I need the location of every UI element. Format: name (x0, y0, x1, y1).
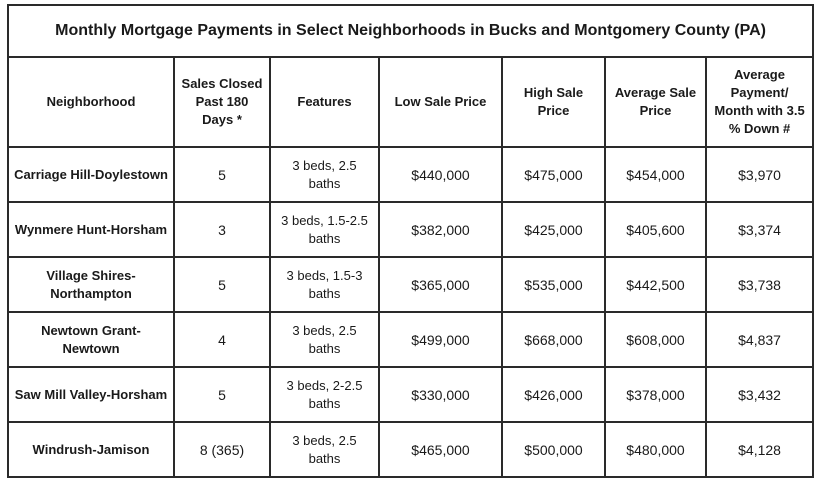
table-row (8, 422, 813, 477)
features-cell: 3 beds, 2-2.5 baths (270, 367, 379, 422)
sales-closed-cell: 8 (365) (174, 422, 270, 477)
average-payment-cell: $3,432 (706, 367, 813, 422)
low-sale-price-cell: $330,000 (379, 367, 502, 422)
average-sale-price-cell: $378,000 (605, 367, 706, 422)
sales-closed-cell: 4 (174, 312, 270, 367)
average-payment-cell: $4,128 (706, 422, 813, 477)
low-sale-price-cell: $465,000 (379, 422, 502, 477)
high-sale-price-cell: $535,000 (502, 257, 605, 312)
average-payment-cell: $4,837 (706, 312, 813, 367)
sales-closed-cell: 3 (174, 202, 270, 257)
average-sale-price-cell: $454,000 (605, 147, 706, 202)
features-cell: 3 beds, 1.5-2.5 baths (270, 202, 379, 257)
table-row (8, 202, 813, 257)
neighborhood-cell: Windrush-Jamison (8, 422, 174, 477)
column-header-average-sale-price: Average Sale Price (605, 57, 706, 147)
average-payment-cell: $3,970 (706, 147, 813, 202)
high-sale-price-cell: $668,000 (502, 312, 605, 367)
neighborhood-cell: Newtown Grant-Newtown (8, 312, 174, 367)
sales-closed-cell: 5 (174, 257, 270, 312)
table-row (8, 147, 813, 202)
average-sale-price-cell: $480,000 (605, 422, 706, 477)
average-sale-price-cell: $608,000 (605, 312, 706, 367)
column-header-neighborhood: Neighborhood (8, 57, 174, 147)
neighborhood-cell: Village Shires-Northampton (8, 257, 174, 312)
neighborhood-cell: Wynmere Hunt-Horsham (8, 202, 174, 257)
average-sale-price-cell: $405,600 (605, 202, 706, 257)
features-cell: 3 beds, 2.5 baths (270, 147, 379, 202)
neighborhood-cell: Saw Mill Valley-Horsham (8, 367, 174, 422)
header-row (8, 57, 813, 147)
features-cell: 3 beds, 2.5 baths (270, 422, 379, 477)
features-cell: 3 beds, 1.5-3 baths (270, 257, 379, 312)
low-sale-price-cell: $365,000 (379, 257, 502, 312)
high-sale-price-cell: $425,000 (502, 202, 605, 257)
average-payment-cell: $3,738 (706, 257, 813, 312)
sales-closed-cell: 5 (174, 367, 270, 422)
column-header-features: Features (270, 57, 379, 147)
column-header-high-sale-price: High Sale Price (502, 57, 605, 147)
title-row (8, 5, 813, 57)
table-row (8, 367, 813, 422)
sales-closed-cell: 5 (174, 147, 270, 202)
mortgage-table (7, 4, 814, 478)
column-header-sales-closed: Sales Closed Past 180 Days * (174, 57, 270, 147)
high-sale-price-cell: $475,000 (502, 147, 605, 202)
neighborhood-cell: Carriage Hill-Doylestown (8, 147, 174, 202)
low-sale-price-cell: $440,000 (379, 147, 502, 202)
column-header-average-payment: Average Payment/ Month with 3.5 % Down # (706, 57, 813, 147)
table-row (8, 312, 813, 367)
table-row (8, 257, 813, 312)
features-cell: 3 beds, 2.5 baths (270, 312, 379, 367)
high-sale-price-cell: $500,000 (502, 422, 605, 477)
average-payment-cell: $3,374 (706, 202, 813, 257)
low-sale-price-cell: $499,000 (379, 312, 502, 367)
column-header-low-sale-price: Low Sale Price (379, 57, 502, 147)
high-sale-price-cell: $426,000 (502, 367, 605, 422)
table-title: Monthly Mortgage Payments in Select Neighborhoods in Bucks and Montgomery County (PA) (8, 5, 813, 57)
average-sale-price-cell: $442,500 (605, 257, 706, 312)
low-sale-price-cell: $382,000 (379, 202, 502, 257)
